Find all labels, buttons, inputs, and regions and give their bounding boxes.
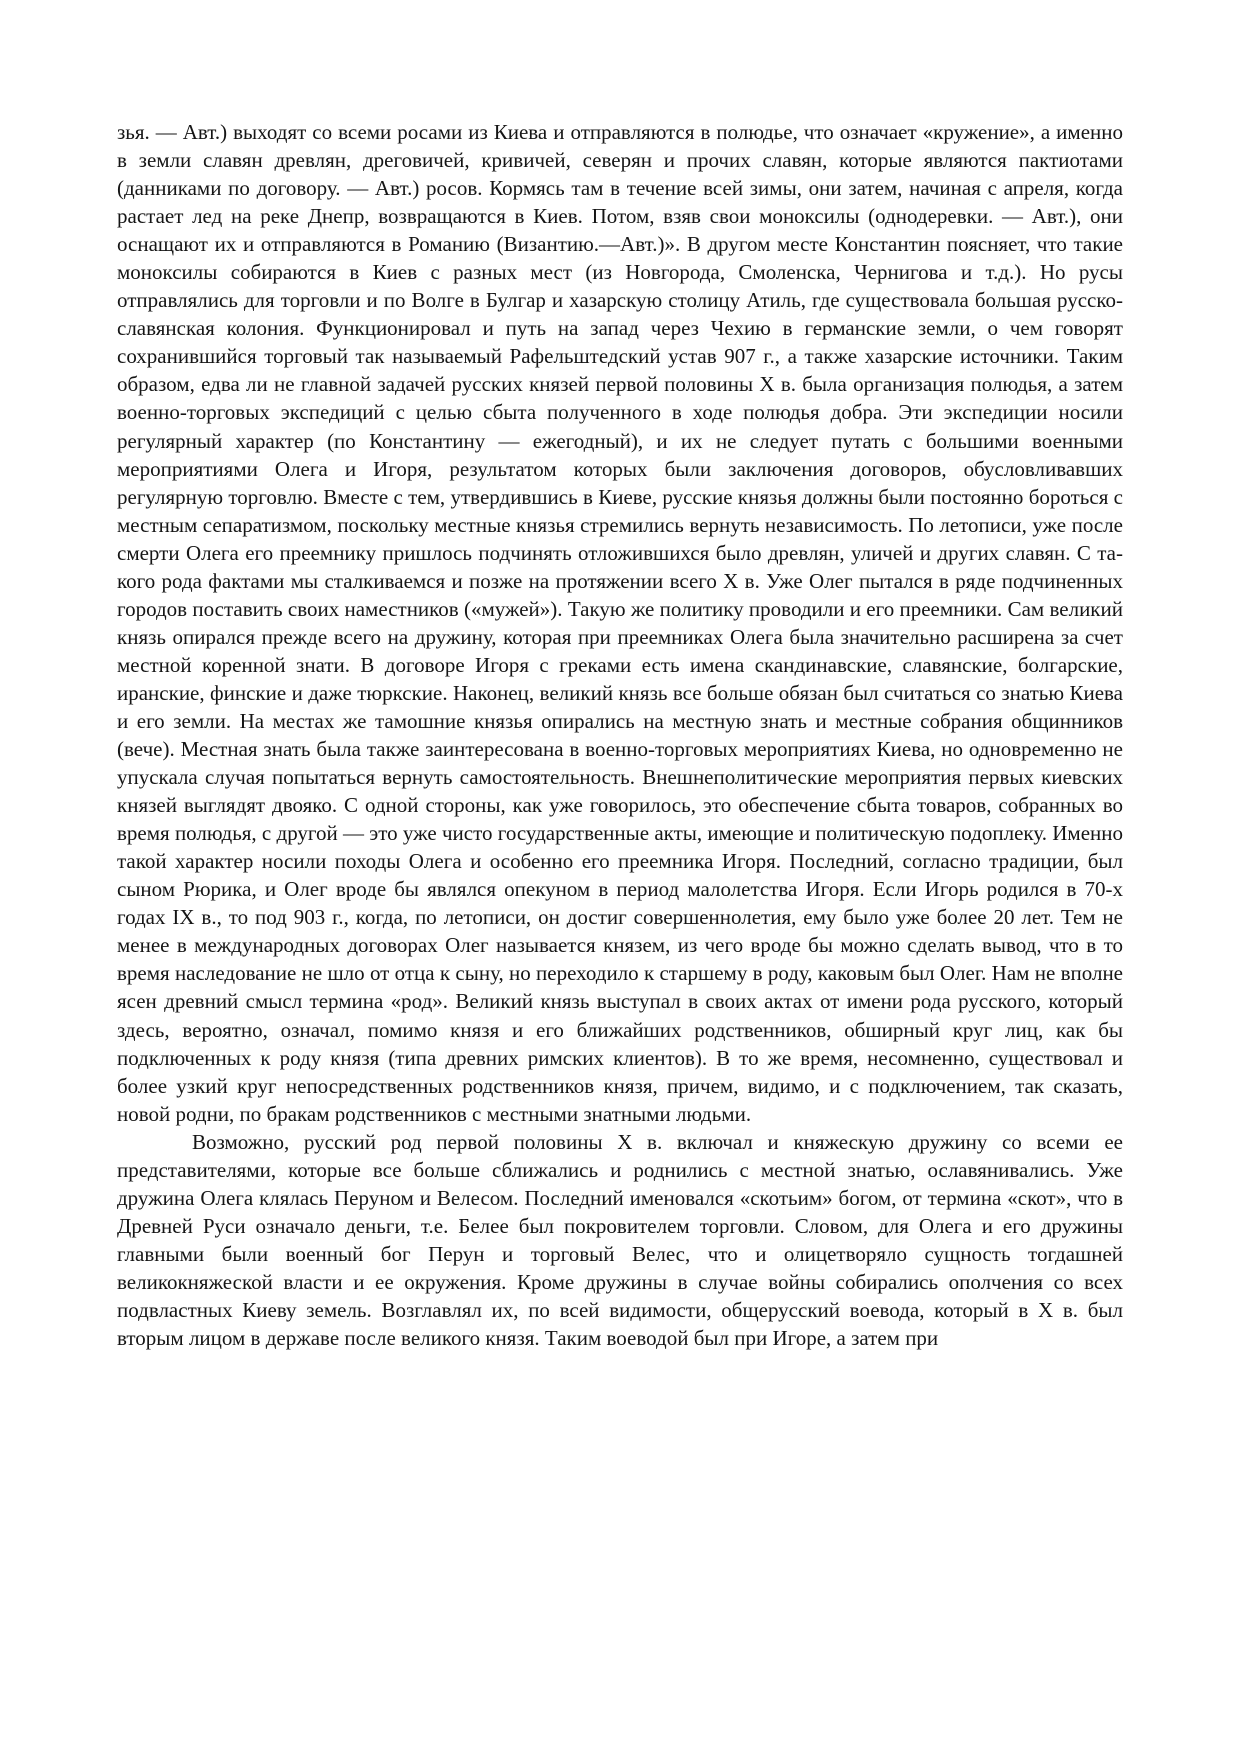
paragraph-2: Возможно, русский род первой половины X в. включал и княжескую дружину со всеми ее представителями, которые все больше сближались и роднились с местной знатью, ославянивались. Уже дружина Олега клялась Перуном и Велесом. Последний именовался «скотьим» богом, от термина «скот», что в Древней Руси означало деньги, т.е. Белее был покровителем торговли. Словом, для Олега и его дружины главными были военный бог Перун и торговый Велес, что и олицетворяло сущность тогдашней великокняжеской власти и ее окружения. Кроме дружины в случае войны собирались ополчения со всех подвластных Киеву земель. Возглавлял их, по всей видимости, общерусский воевода, который в X в. был вторым лицом в державе после великого князя. Таким воеводой был при Игоре, а затем при <box>117 1129 1123 1351</box>
document-page <box>117 118 1123 1352</box>
paragraph-1: зья. — Авт.) выходят со всеми росами из Киева и отправляются в полюдье, что означает «кружение», а именно в земли славян древлян, дреговичей, кривичей, северян и прочих славян, которые являются пактиотами (данниками по договору. — Авт.) росов. Кормясь там в течение всей зимы, они затем, начиная с апреля, когда растает лед на реке Днепр, возвращаются в Киев. Потом, взяв свои моноксилы (однодеревки. — Авт.), они оснащают их и отправляются в Романию (Византию.—Авт.)». В другом месте Константин поясняет, что такие моноксилы собираются в Киев с разных мест (из Новгорода, Смоленска, Чернигова и т.д.). Но русы отправлялись для торговли и по Волге в Булгар и хазарскую столицу Атиль, где существовала большая русско-славянская колония. Функционировал и путь на запад через Чехию в германские земли, о чем говорят сохранившийся торговый так называемый Рафельштедский устав 907 г., а также хазарские источники. Таким образом, едва ли не главной задачей русских князей первой половины X в. была организация полюдья, а затем военно-торговых экспедиций с целью сбыта полученного в ходе полюдья добра. Эти экспедиции носили регулярный характер (по Константину — ежегодный), и их не следует путать с большими военными мероприятиями Олега и Игоря, результатом которых были заключения договоров, обусловливавших регулярную торговлю. Вместе с тем, утвердившись в Киеве, русские князья должны были постоянно бороться с местным сепаратизмом, поскольку местные князья стремились вернуть независимость. По летописи, уже после смерти Олега его преемнику пришлось подчинять отложившихся было древлян, уличей и других славян. С такого рода фактами мы сталкиваемся и позже на протяжении всего X в. Уже Олег пытался в ряде подчиненных городов поставить своих наместников («мужей»). Такую же политику проводили и его преемники. Сам великий князь опирался прежде всего на дружину, которая при преемниках Олега была значительно расширена за счет местной коренной знати. В договоре Игоря с греками есть имена скандинавские, славянские, болгарские, иранские, финские и даже тюркские. Наконец, великий князь все больше обязан был считаться со знатью Киева и его земли. На местах же тамошние князья опирались на местную знать и местные собрания общинников (вече). Местная знать была также заинтересована в военно-торговых мероприятиях Киева, но одновременно не упускала случая попытаться вернуть самостоятельность. Внешнеполитические мероприятия первых киевских князей выглядят двояко. С одной стороны, как уже говорилось, это обеспечение сбыта товаров, собранных во время полюдья, с другой — это уже чисто государственные акты, имеющие и политическую подоплеку. Именно такой характер носили походы Олега и особенно его преемника Игоря. Последний, согласно традиции, был сыном Рюрика, и Олег вроде бы являлся опекуном в период малолетства Игоря. Если Игорь родился в 70-х годах IX в., то под 903 г., когда, по летописи, он достиг совершеннолетия, ему было уже более 20 лет. Тем не менее в международных договорах Олег называется князем, из чего вроде бы можно сделать вывод, что в то время наследование не шло от отца к сыну, но переходило к старшему в роду, каковым был Олег. Нам не вполне ясен древний смысл термина «род». Великий князь выступал в своих актах от имени рода русского, который здесь, вероятно, означал, помимо князя и его ближайших родственников, обширный круг лиц, как бы подключенных к роду князя (типа древних римских клиентов). В то же время, несомненно, существовал и более узкий круг непосредственных родственников князя, причем, видимо, и с подключением, так сказать, новой родни, по бракам родственников с местными знатными людьми. <box>117 120 1123 1126</box>
